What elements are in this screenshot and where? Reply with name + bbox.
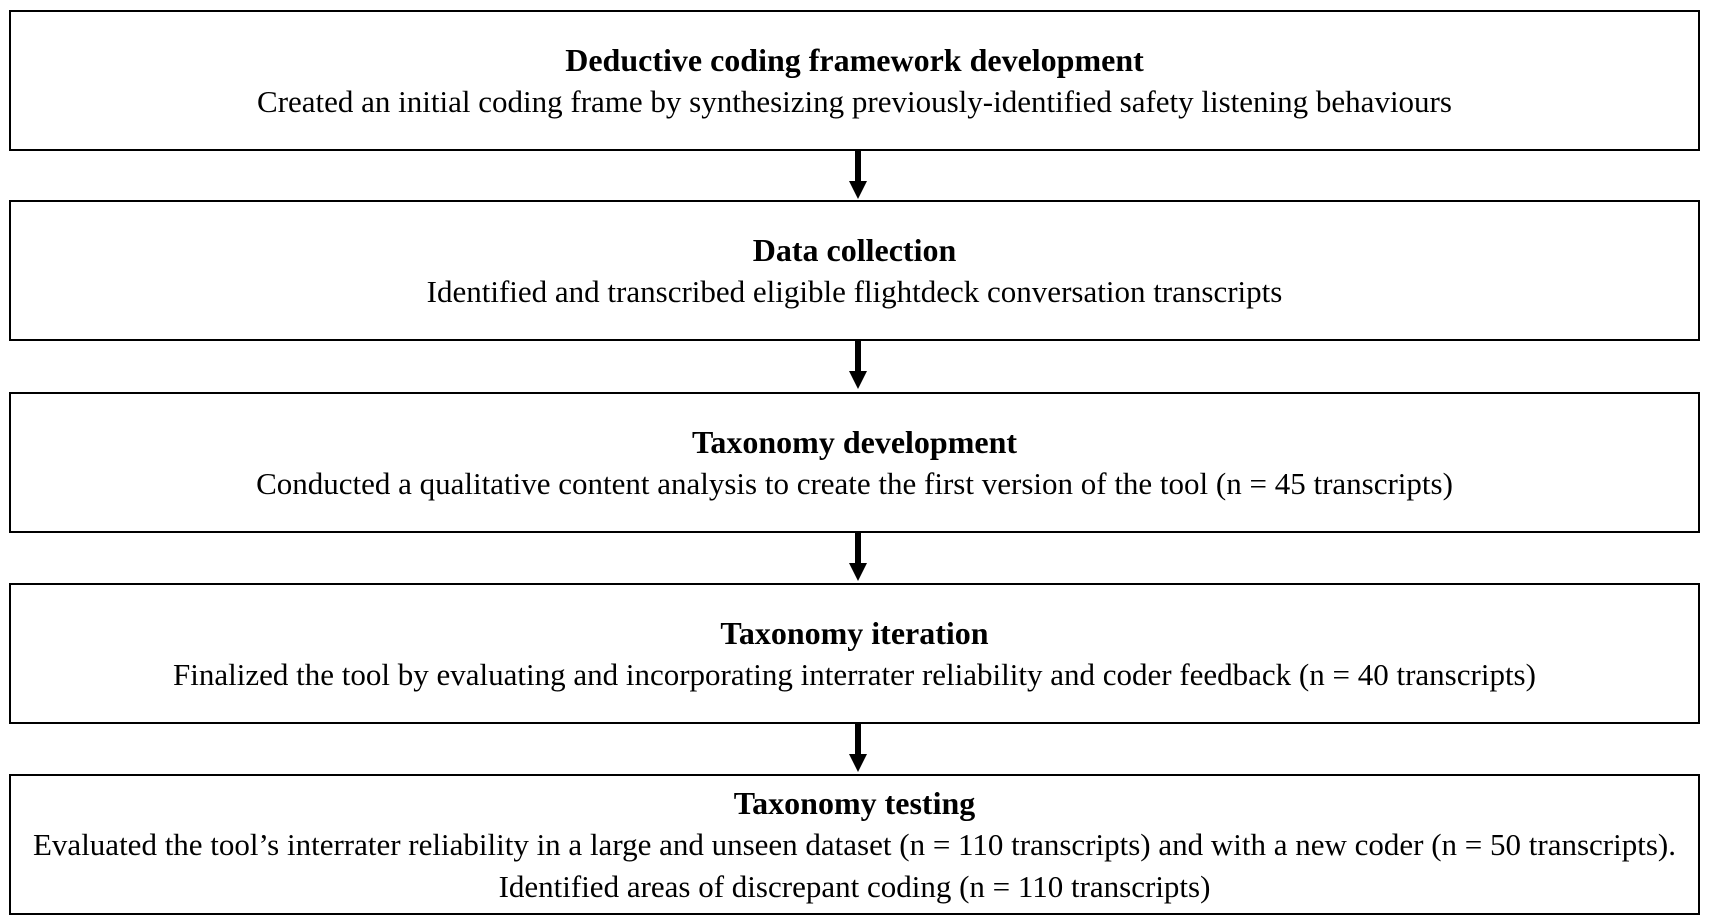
step-taxonomy-development xyxy=(9,392,1700,533)
down-arrow-icon xyxy=(849,533,867,581)
step-description: Evaluated the tool’s interrater reliability in a large and unseen dataset (n = 110 transcripts) and with a new coder (n = 50 transcripts). Identified areas of discrepant coding (n = 110 transcripts) xyxy=(33,826,1676,904)
step-title: Taxonomy testing xyxy=(733,784,976,821)
step-description: Identified and transcribed eligible flightdeck conversation transcripts xyxy=(426,273,1283,309)
step-taxonomy-testing xyxy=(9,774,1700,915)
step-taxonomy-iteration xyxy=(9,583,1700,724)
down-arrow-icon xyxy=(849,151,867,199)
step-title: Deductive coding framework development xyxy=(565,41,1144,78)
step-data-collection xyxy=(9,200,1700,341)
step-description: Created an initial coding frame by synthesizing previously-identified safety listening behaviours xyxy=(257,83,1452,119)
step-title: Data collection xyxy=(752,231,957,268)
step-description: Conducted a qualitative content analysis to create the first version of the tool (n = 45 transcripts) xyxy=(256,465,1453,501)
down-arrow-icon xyxy=(849,724,867,772)
step-title: Taxonomy iteration xyxy=(720,614,989,651)
down-arrow-icon xyxy=(849,341,867,389)
step-deductive-coding-framework xyxy=(9,10,1700,151)
step-title: Taxonomy development xyxy=(691,423,1018,460)
step-description: Finalized the tool by evaluating and incorporating interrater reliability and coder feedback (n = 40 transcripts) xyxy=(173,656,1536,692)
